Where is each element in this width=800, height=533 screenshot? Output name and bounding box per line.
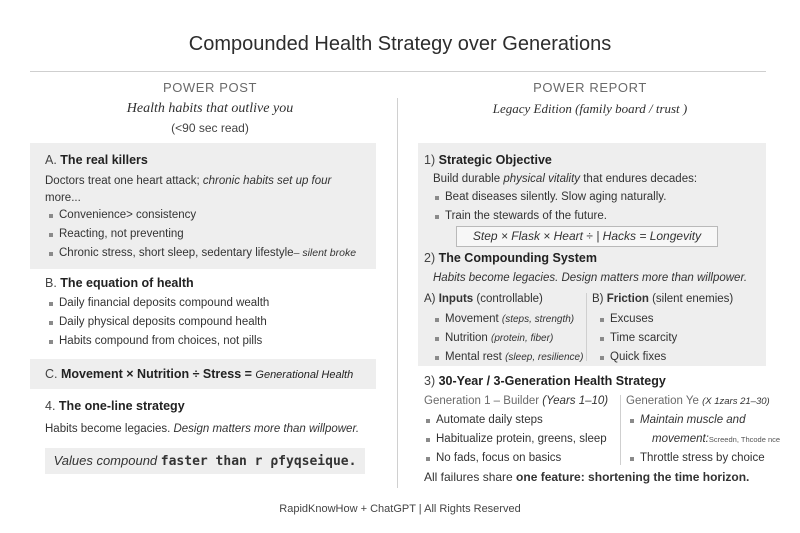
section-2-tagline: Habits become legacies. Design matters more than willpower. bbox=[433, 272, 748, 284]
list-item: Time scarcity bbox=[598, 329, 677, 348]
list-item: Quick fixes bbox=[598, 348, 677, 367]
right-column-heading: POWER REPORT bbox=[533, 80, 647, 95]
generation-divider bbox=[620, 395, 621, 465]
section-b-bullets bbox=[47, 294, 269, 351]
page-title: Compounded Health Strategy over Generations bbox=[188, 33, 612, 55]
list-item: Throttle stress by choice bbox=[628, 449, 780, 468]
inputs-heading: A) Inputs (controllable) bbox=[424, 293, 543, 305]
section-b-title: B. The equation of health bbox=[45, 276, 194, 290]
footer-credit: RapidKnowHow + ChatGPT | All Rights Reserved bbox=[279, 503, 521, 515]
section-3-title: 3) 30-Year / 3-Generation Health Strategy bbox=[424, 374, 666, 388]
inputs-list bbox=[433, 310, 583, 367]
section-c-panel bbox=[30, 359, 376, 389]
list-item: Movement (steps, strength) bbox=[433, 310, 583, 329]
list-item: No fads, focus on basics bbox=[424, 449, 607, 468]
section-b bbox=[30, 272, 376, 352]
read-time: (<90 sec read) bbox=[171, 121, 249, 135]
generation-2-heading: Generation Ye (X 1zars 21–30) bbox=[626, 395, 770, 407]
list-item: Chronic stress, short sleep, sedentary lifestyle– silent broke bbox=[47, 244, 356, 263]
longevity-formula: Step × Flask × Heart ÷ | Hacks = Longevity bbox=[456, 226, 718, 247]
section-c-formula: C. Movement × Nutrition ÷ Stress = Generational Health bbox=[45, 367, 354, 381]
list-item: Excuses bbox=[598, 310, 677, 329]
section-2-title: 2) The Compounding System bbox=[424, 251, 597, 265]
section-3-conclusion: All failures share one feature: shortening the time horizon. bbox=[424, 470, 750, 484]
section-1-title: 1) Strategic Objective bbox=[424, 153, 552, 167]
section-1-bullets bbox=[433, 188, 666, 226]
list-item: Maintain muscle and movement:Screedn, Thcode nce bbox=[628, 411, 780, 449]
section-a-panel bbox=[30, 143, 376, 269]
left-column-heading: POWER POST bbox=[162, 80, 258, 95]
section-1-intro: Build durable physical vitality that endures decades: bbox=[433, 173, 698, 185]
list-item: Automate daily steps bbox=[424, 411, 607, 430]
list-item: Daily financial deposits compound wealth bbox=[47, 294, 269, 313]
section-a-bullets bbox=[47, 206, 356, 263]
friction-heading: B) Friction (silent enemies) bbox=[592, 293, 734, 305]
list-item: Reacting, not preventing bbox=[47, 225, 356, 244]
section-a-intro: Doctors treat one heart attack; chronic habits set up four bbox=[45, 175, 332, 187]
list-item: Habits compound from choices, not pills bbox=[47, 332, 269, 351]
list-item: Daily physical deposits compound health bbox=[47, 313, 269, 332]
column-divider bbox=[397, 98, 398, 488]
section-a-title: A. The real killers bbox=[45, 153, 148, 167]
section-a-intro-more: more... bbox=[45, 192, 81, 204]
generation-1-heading: Generation 1 – Builder (Years 1–10) bbox=[424, 395, 609, 407]
right-column-subtitle: Legacy Edition (family board / trust ) bbox=[492, 101, 688, 116]
list-item: Habitualize protein, greens, sleep bbox=[424, 430, 607, 449]
title-divider bbox=[30, 71, 766, 72]
friction-list bbox=[598, 310, 677, 367]
list-item: Beat diseases silently. Slow aging naturally. bbox=[433, 188, 666, 207]
left-column-subtitle: Health habits that outlive you bbox=[126, 101, 294, 116]
list-item: Train the stewards of the future. bbox=[433, 207, 666, 226]
list-item: Convenience> consistency bbox=[47, 206, 356, 225]
section-4-text: Habits become legacies. Design matters more than willpower. bbox=[45, 423, 360, 435]
generation-1-list bbox=[424, 411, 607, 468]
list-item: Nutrition (protein, fiber) bbox=[433, 329, 583, 348]
list-item: Mental rest (sleep, resilience) bbox=[433, 348, 583, 367]
quote-box: Values compound faster than r ρfyqseique. bbox=[45, 448, 365, 474]
generation-2-list bbox=[628, 411, 780, 468]
inputs-friction-divider bbox=[586, 293, 587, 361]
sections-1-2-panel bbox=[418, 143, 766, 366]
section-4-title: 4. The one-line strategy bbox=[45, 399, 185, 413]
